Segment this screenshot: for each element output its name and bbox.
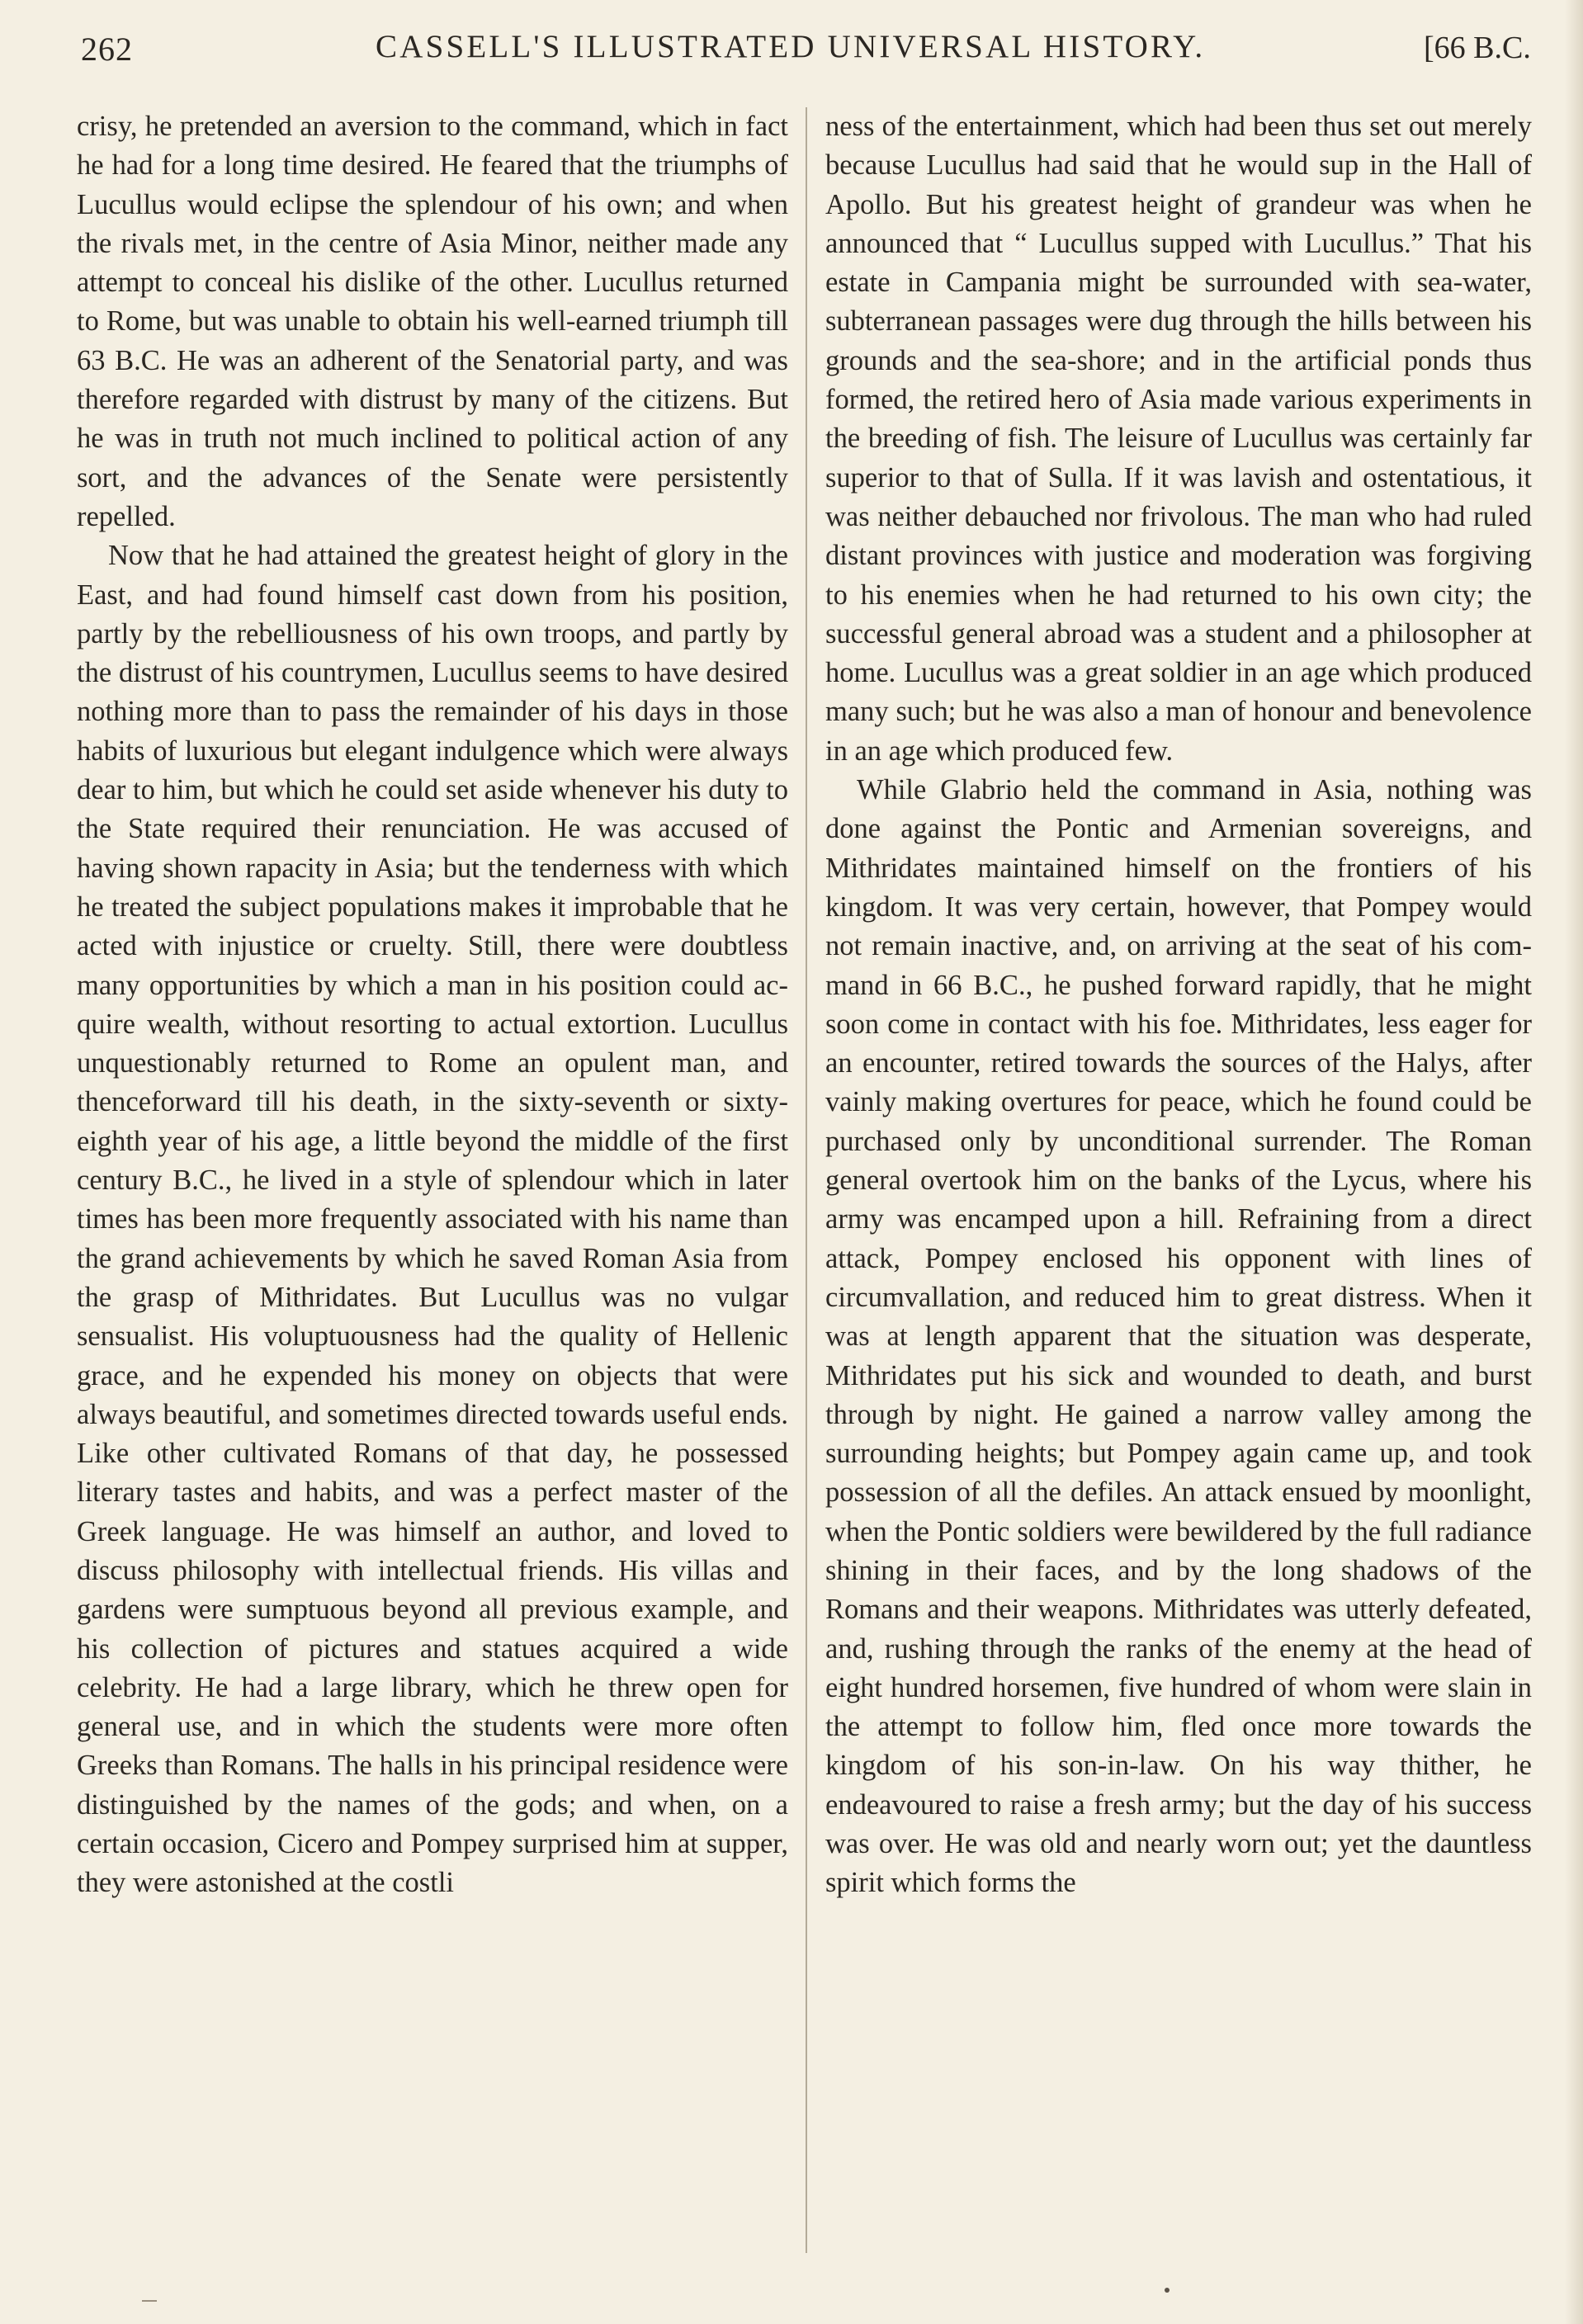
right-paragraph-2: While Glabrio held the command in Asia, nothing was done against the Pontic and Armenian sovereigns, and Mithridates maintained himself on the frontiers of his kingdom. It was very certain, however, that Pompey would not remain inactive, and, on arriving at the seat of his command in 66 B.C., he pushed forward rapidly, that he might soon come in contact with his foe. Mithridates, less eager for an encounter, retired towards the sources of the Halys, after vainly making overtures for peace, which he found could be purchased only by unconditional surrender. The Roman general overtook him on the banks of the Lycus, where his army was encamped upon a hill. Refraining from a direct attack, Pompey enclosed his opponent with lines of circumvallation, and reduced him to great distress. When it was at length apparent that the situation was desperate, Mithridates put his sick and wounded to death, and burst through by night. He gained a narrow valley among the surrounding heights; but Pompey again came up, and took possession of all the defiles. An attack ensued by moonlight, when the Pontic soldiers were bewildered by the full radiance shining in their faces, and by the long shadows of the Romans and their weapons. Mithridates was utterly defeated, and, rushing through the ranks of the enemy at the head of eight hundred horsemen, five hundred of whom were slain in the attempt to follow him, fled once more towards the kingdom of his son-in-law. On his way thither, he endeavoured to raise a fresh army; but the day of his success was over. He was old and nearly worn out; yet the dauntless spirit which forms the [825, 774, 1532, 1899]
date-reference: [66 B.C. [1424, 31, 1531, 65]
right-paragraph-1: ness of the entertainment, which had been thus set out merely because Lucullus had said that he would sup in the Hall of Apollo. But his greatest height of grandeur was when he announced that “ Lucullus supped with Lucullus.” That his estate in Campania might be surrounded with sea-water, subterranean passages were dug through the hills between his grounds and the sea-shore; and in the artificial ponds thus formed, the retired hero of Asia made various experiments in the breeding of fish. The leisure of Lucullus was certainly far superior to that of Sulla. If it was lavish and ostentatious, it was neither debauched nor frivolous. The man who had ruled distant provinces with justice and moderation was forgiving to his enemies when he had returned to his own city; the successful general abroad was a student and a philosopher at home. Lucullus was a great soldier in an age which produced many such; but he was also a man of honour and benevolence in an age which produced few. [825, 111, 1532, 767]
left-paragraph-2: Now that he had attained the greatest height of glory in the East, and had found himself cast down from his position, partly by the rebelliousness of his own troops, and partly by the distrust of his countrymen, Lucullus seems to have desired nothing more than to pass the remainder of his days in those habits of luxurious but elegant indulgence which were always dear to him, but which he could set aside whenever his duty to the State required their renunciation. He was accused of having shown rapacity in Asia; but the tenderness with which he treated the subject populations makes it improbable that he acted with injustice or cruelty. Still, there were doubtless many opportunities by which a man in his position could acquire wealth, without resorting to actual extortion. Lucullus unquestionably returned to Rome an opulent man, and thenceforward till his death, in the sixty-seventh or sixty-eighth year of his age, a little beyond the middle of the first century B.C., he lived in a style of splendour which in later times has been more frequently associated with his name than the grand achievements by which he saved Roman Asia from the grasp of Mithridates. But Lucullus was no vulgar sensualist. His voluptuousness had the quality of Hellenic grace, and he expended his money on objects that were always beautiful, and sometimes directed towards useful ends. Like other cultivated Romans of that day, he possessed literary tastes and habits, and was a perfect master of the Greek language. He was himself an author, and loved to discuss philosophy with intellectual friends. His villas and gardens were sumptuous beyond all previous example, and his collection of pictures and statues acquired a wide celebrity. He had a large library, which he threw open for general use, and in which the students were more often Greeks than Romans. The halls in his principal residence were distinguished by the names of the gods; and when, on a certain occasion, Cicero and Pompey surprised him at supper, they were astonished at the costli [77, 540, 788, 1899]
page-number: 262 [81, 31, 133, 68]
left-column [77, 107, 788, 1903]
page-edge-shadow [1565, 0, 1583, 2324]
column-divider [806, 107, 807, 2253]
running-title: CASSELL'S ILLUSTRATED UNIVERSAL HISTORY. [376, 29, 1206, 64]
left-paragraph-1: crisy, he pretended an aversion to the command, which in fact he had for a long time desired. He feared that the triumphs of Lucullus would eclipse the splendour of his own; and when the rivals met, in the centre of Asia Minor, neither made any attempt to conceal his dislike of the other. Lucullus returned to Rome, but was unable to obtain his well-earned triumph till 63 B.C. He was an adherent of the Senatorial party, and was therefore regarded with distrust by many of the citizens. But he was in truth not much inclined to political action of any sort, and the advances of the Senate were persistently repelled. [77, 111, 788, 532]
right-column [825, 107, 1532, 1903]
page-header [74, 25, 1531, 83]
stray-mark-right [1165, 2288, 1170, 2293]
